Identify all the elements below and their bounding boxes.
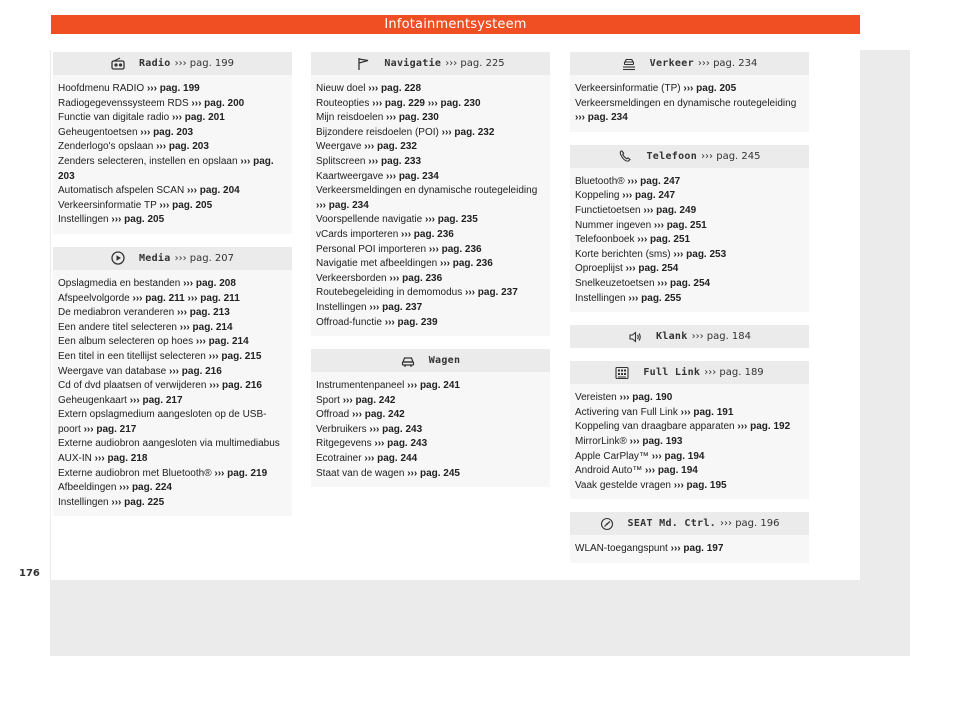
toc-entry-label: Oproeplijst <box>575 263 626 275</box>
toc-entry-label: Instellingen <box>575 292 629 304</box>
toc-entry <box>575 204 804 219</box>
toc-entry-page-link[interactable]: ››› pag. 201 <box>171 112 225 124</box>
section-full-link <box>570 361 809 499</box>
toc-entry-label: Navigatie met afbeeldingen <box>316 258 440 270</box>
section-header <box>53 52 292 75</box>
toc-entry-page-link[interactable]: ››› pag. 216 <box>169 365 222 377</box>
toc-entry <box>316 184 545 213</box>
toc-entry-label: Apple CarPlay™ <box>575 450 652 462</box>
toc-entry-page-link[interactable]: ››› pag. 243 <box>374 438 428 450</box>
toc-entry-label: Functie van digitale radio <box>58 112 172 124</box>
toc-entry-page-link[interactable]: ››› pag. 254 <box>625 263 679 275</box>
toc-entry-label: Zenderlogo's opslaan <box>58 141 157 153</box>
toc-entry <box>316 394 545 409</box>
toc-entry <box>58 394 287 409</box>
toc-entry-label: Ritgegevens <box>316 438 375 450</box>
toc-entry-page-link[interactable]: ››› pag. 253 <box>673 248 727 260</box>
settings-icon <box>600 517 614 531</box>
toc-entry <box>575 277 804 292</box>
toc-entry-page-link[interactable]: ››› pag. 236 <box>439 258 493 270</box>
section-header <box>570 145 809 168</box>
section-body <box>311 75 550 336</box>
toc-entry-page-link[interactable]: ››› pag. 243 <box>369 423 423 435</box>
toc-entry-label: Nummer ingeven <box>575 219 654 231</box>
section-verkeer <box>570 52 809 132</box>
toc-entry-label: Korte berichten (sms) <box>575 248 674 260</box>
toc-entry-page-link[interactable]: ››› pag. 199 <box>146 83 200 94</box>
toc-entry-label: Staat van de wagen <box>316 467 408 479</box>
toc-entry <box>575 542 804 557</box>
toc-entry-page-link[interactable]: ››› pag. 205 <box>159 199 213 211</box>
toc-entry-page-link[interactable]: ››› pag. 251 <box>653 219 707 231</box>
toc-entry <box>316 272 545 287</box>
toc-entry <box>575 464 804 479</box>
full-link-icon <box>615 366 629 380</box>
toc-entry <box>316 126 545 141</box>
toc-entry <box>58 408 287 437</box>
toc-entry-page-link[interactable]: ››› pag. 190 <box>619 392 673 404</box>
toc-entry-page-link[interactable]: ››› pag. 214 <box>195 336 249 348</box>
section-body <box>570 535 809 563</box>
toc-entry-page-link[interactable]: ››› pag. 218 <box>94 453 148 465</box>
section-body <box>53 75 292 234</box>
toc-entry-page-link[interactable]: ››› pag. 219 <box>214 467 268 479</box>
section-title: Full Link <box>643 367 701 379</box>
toc-entry-label: Personal POI importeren <box>316 243 429 255</box>
toc-entry-page-link[interactable]: ››› pag. 197 <box>670 543 724 555</box>
toc-entry-page-link[interactable]: ››› pag. 194 <box>645 465 698 477</box>
toc-entry <box>316 286 545 301</box>
toc-entry <box>58 496 287 511</box>
section-header <box>53 247 292 270</box>
toc-entry-label: Koppeling van draagbare apparaten <box>575 421 738 433</box>
section-media <box>53 247 292 517</box>
toc-entry <box>575 248 804 263</box>
toc-entry-page-link[interactable]: ››› pag. 217 <box>83 423 137 435</box>
toc-entry-page-link[interactable]: ››› pag. 205 <box>683 83 737 94</box>
toc-entry-label: Verkeersmeldingen en dynamische routegeleiding <box>316 185 538 197</box>
toc-entry <box>575 189 804 204</box>
section-header <box>570 52 809 75</box>
toc-entry-label: Afspeelvolgorde <box>58 292 133 304</box>
toc-entry <box>316 467 545 482</box>
section-page-ref[interactable]: ››› pag. 184 <box>691 331 752 343</box>
toc-entry-label: Koppeling <box>575 190 623 202</box>
section-title: Verkeer <box>649 58 694 69</box>
toc-entry-label: Een titel in een titellijst selecteren <box>58 350 209 362</box>
section-title: Wagen <box>428 355 461 367</box>
car-icon <box>401 354 415 368</box>
toc-entry-label: Bluetooth® <box>575 175 628 187</box>
toc-entry-page-link[interactable]: ››› pag. 239 <box>384 316 438 328</box>
toc-entry-label: Weergave <box>316 141 365 153</box>
toc-entry-label: Routebegeleiding in demomodus <box>316 287 465 299</box>
toc-entry-page-link[interactable]: ››› pag. 191 <box>680 406 734 418</box>
toc-entry-page-link[interactable]: ››› pag. 203 <box>58 155 274 182</box>
toc-entry-page-link[interactable]: ››› pag. 237 <box>465 287 518 299</box>
toc-entry-page-link[interactable]: ››› pag. 254 <box>657 277 711 289</box>
toc-entry-label: Zenders selecteren, instellen en opslaan <box>58 155 241 167</box>
toc-entry-label: Snelkeuzetoetsen <box>575 277 658 289</box>
toc-entry <box>316 140 545 155</box>
section-header <box>570 325 809 348</box>
toc-entry-label: Verkeersinformatie TP <box>58 199 160 211</box>
toc-entry-label: Instellingen <box>58 496 112 508</box>
toc-entry-page-link[interactable]: ››› pag. 224 <box>119 482 172 494</box>
toc-entry-label: Activering van Full Link <box>575 406 681 418</box>
toc-entry <box>316 111 545 126</box>
toc-entry-page-link[interactable]: ››› pag. 236 <box>428 243 482 255</box>
toc-entry-page-link[interactable]: ››› pag. 193 <box>629 435 683 447</box>
toc-entry-label: Functietoetsen <box>575 204 644 216</box>
toc-entry-label: Ecotrainer <box>316 453 365 465</box>
toc-entry-page-link[interactable]: ››› pag. 242 <box>351 409 405 421</box>
toc-entry-label: Vaak gestelde vragen <box>575 479 674 491</box>
toc-entry-label: Verbruikers <box>316 423 370 435</box>
traffic-icon <box>622 57 636 71</box>
toc-entry-page-link[interactable]: ››› pag. 233 <box>368 155 422 167</box>
toc-entry-label: Kaartweergave <box>316 170 387 182</box>
toc-entry-page-link[interactable]: ››› pag. 213 <box>176 307 230 319</box>
toc-entry <box>575 406 804 421</box>
toc-entry-page-link[interactable]: ››› pag. 203 <box>156 141 209 153</box>
page-number: 176 <box>19 568 40 579</box>
section-page-ref[interactable]: ››› pag. 189 <box>704 367 764 379</box>
toc-entry-page-link[interactable]: ››› pag. 234 <box>316 199 369 211</box>
chapter-title: Infotainmentsysteem <box>51 15 860 34</box>
toc-entry-page-link[interactable]: ››› pag. 232 <box>364 141 417 153</box>
toc-entry <box>58 213 287 228</box>
toc-entry-label: Mijn reisdoelen <box>316 112 387 124</box>
toc-entry-label: Telefoonboek <box>575 234 638 246</box>
toc-entry <box>58 306 287 321</box>
toc-entry-page-link[interactable]: ››› pag. 237 <box>369 301 423 313</box>
section-wagen <box>311 349 550 487</box>
toc-entry <box>58 481 287 496</box>
toc-entry-page-link[interactable]: ››› pag. 241 <box>407 380 460 392</box>
toc-entry-label: Een album selecteren op hoes <box>58 336 196 348</box>
toc-entry <box>58 292 287 307</box>
toc-entry-page-link[interactable]: ››› pag. 228 <box>368 83 422 94</box>
toc-entry <box>316 437 545 452</box>
toc-entry-page-link[interactable]: ››› pag. 200 <box>191 97 245 109</box>
toc-entry-label: Instrumentenpaneel <box>316 380 408 392</box>
column-1 <box>53 52 292 529</box>
toc-entry-page-link[interactable]: ››› pag. 194 <box>651 450 705 462</box>
toc-entry-label: Splitscreen <box>316 155 369 167</box>
section-body <box>311 372 550 487</box>
toc-entry <box>316 155 545 170</box>
section-body <box>570 384 809 499</box>
toc-entry <box>58 97 287 112</box>
section-title: SEAT Md. Ctrl. <box>627 518 717 530</box>
toc-entry <box>58 437 287 466</box>
toc-entry-label: Bijzondere reisdoelen (POI) <box>316 126 442 138</box>
toc-entry-label: Automatisch afspelen SCAN <box>58 185 187 197</box>
section-page-ref[interactable]: ››› pag. 196 <box>720 518 780 530</box>
toc-entry <box>575 233 804 248</box>
toc-entry-page-link[interactable]: ››› pag. 230 <box>386 112 439 124</box>
radio-icon <box>111 57 125 71</box>
toc-entry <box>575 82 804 97</box>
toc-entry <box>58 126 287 141</box>
toc-entry <box>58 155 287 184</box>
toc-entry <box>58 467 287 482</box>
toc-entry <box>575 262 804 277</box>
section-title: Radio <box>138 58 171 69</box>
toc-entry <box>58 335 287 350</box>
toc-entry <box>575 450 804 465</box>
section-page-ref[interactable]: ››› pag. 234 <box>697 58 758 69</box>
toc-entry-page-link[interactable]: ››› pag. 208 <box>183 277 236 289</box>
section-title: Klank <box>655 331 688 343</box>
toc-entry <box>575 479 804 494</box>
toc-entry <box>316 213 545 228</box>
toc-entry <box>575 175 804 190</box>
toc-entry-page-link[interactable]: ››› pag. 251 <box>637 234 691 246</box>
section-header <box>570 512 809 535</box>
column-3 <box>570 52 809 576</box>
toc-entry <box>316 170 545 185</box>
toc-entry-label: Nieuw doel <box>316 83 369 94</box>
toc-entry-label: MirrorLink® <box>575 435 630 447</box>
toc-entry-page-link[interactable]: ››› pag. 229 ››› pag. 230 <box>372 97 481 109</box>
toc-entry-page-link[interactable]: ››› pag. 236 <box>389 272 443 284</box>
section-body <box>570 168 809 312</box>
toc-entry <box>575 391 804 406</box>
toc-entry <box>316 452 545 467</box>
toc-entry-page-link[interactable]: ››› pag. 205 <box>111 214 165 226</box>
toc-entry <box>316 257 545 272</box>
column-2 <box>311 52 550 500</box>
toc-entry <box>575 435 804 450</box>
toc-entry <box>575 219 804 234</box>
toc-entry-label: Externe audiobron met Bluetooth® <box>58 467 215 479</box>
toc-entry-label: Voorspellende navigatie <box>316 214 425 226</box>
toc-entry <box>316 423 545 438</box>
play-icon <box>111 251 125 265</box>
toc-entry-label: Routeopties <box>316 97 373 109</box>
section-navigatie <box>311 52 550 336</box>
toc-entry <box>316 97 545 112</box>
flag-icon <box>356 57 370 71</box>
toc-entry-page-link[interactable]: ››› pag. 242 <box>342 394 396 406</box>
toc-entry-page-link[interactable]: ››› pag. 195 <box>673 479 727 491</box>
section-page-ref[interactable]: ››› pag. 245 <box>701 150 761 162</box>
toc-entry <box>58 365 287 380</box>
section-radio <box>53 52 292 234</box>
section-body <box>570 75 809 132</box>
toc-entry-page-link[interactable]: ››› pag. 211 ››› pag. 211 <box>132 292 240 304</box>
section-header <box>570 361 809 384</box>
toc-entry-label: Instellingen <box>58 214 112 226</box>
toc-entry-page-link[interactable]: ››› pag. 216 <box>209 380 262 392</box>
section-title: Telefoon <box>646 150 698 162</box>
toc-entry-page-link[interactable]: ››› pag. 247 <box>622 190 676 202</box>
toc-entry <box>316 379 545 394</box>
toc-entry-label: Radiogegevenssysteem RDS <box>58 97 192 109</box>
toc-entry <box>316 243 545 258</box>
toc-entry-label: WLAN-toegangspunt <box>575 543 671 555</box>
section-page-ref[interactable]: ››› pag. 199 <box>174 58 235 69</box>
toc-entry <box>316 316 545 331</box>
toc-entry-label: Weergave van database <box>58 365 170 377</box>
toc-entry <box>58 111 287 126</box>
toc-entry-page-link[interactable]: ››› pag. 214 <box>179 321 233 333</box>
toc-entry-page-link[interactable]: ››› pag. 255 <box>628 292 682 304</box>
section-telefoon <box>570 145 809 312</box>
section-header <box>311 349 550 372</box>
section-header <box>311 52 550 75</box>
toc-entry <box>58 321 287 336</box>
toc-entry-label: Cd of dvd plaatsen of verwijderen <box>58 380 210 392</box>
toc-entry-label: Offroad <box>316 409 352 421</box>
toc-entry-page-link[interactable]: ››› pag. 247 <box>627 175 681 187</box>
section-title: Navigatie <box>384 58 442 69</box>
toc-entry-page-link[interactable]: ››› pag. 232 <box>441 126 495 138</box>
toc-entry-label: Extern opslagmedium aangesloten op de USB-poort <box>58 409 267 435</box>
toc-entry-label: vCards importeren <box>316 228 402 240</box>
toc-entry-label: Vereisten <box>575 392 620 404</box>
toc-entry-page-link[interactable]: ››› pag. 203 <box>140 126 194 138</box>
toc-entry-label: Geheugentoetsen <box>58 126 141 138</box>
section-klank <box>570 325 809 348</box>
toc-entry-label: Verkeersmeldingen en dynamische routegeleiding <box>575 97 797 109</box>
toc-entry-page-link[interactable]: ››› pag. 225 <box>111 496 165 508</box>
toc-entry-page-link[interactable]: ››› pag. 236 <box>401 228 454 240</box>
toc-entry-label: Android Auto™ <box>575 465 646 477</box>
toc-entry-label: Geheugenkaart <box>58 394 130 406</box>
toc-entry-page-link[interactable]: ››› pag. 249 <box>643 204 697 216</box>
section-page-ref[interactable]: ››› pag. 207 <box>174 252 235 264</box>
phone-icon <box>618 149 632 163</box>
toc-entry-page-link[interactable]: ››› pag. 204 <box>186 185 240 197</box>
toc-entry <box>58 277 287 292</box>
toc-entry-label: Verkeersborden <box>316 272 390 284</box>
toc-entry-label: De mediabron veranderen <box>58 307 177 319</box>
toc-entry-page-link[interactable]: ››› pag. 245 <box>407 467 460 479</box>
toc-entry-page-link[interactable]: ››› pag. 234 <box>386 170 439 182</box>
toc-entry <box>316 408 545 423</box>
toc-entry <box>316 228 545 243</box>
toc-entry-page-link[interactable]: ››› pag. 215 <box>208 350 262 362</box>
toc-entry-page-link[interactable]: ››› pag. 244 <box>364 453 418 465</box>
toc-entry-label: Verkeersinformatie (TP) <box>575 83 684 94</box>
section-title: Media <box>138 252 171 264</box>
toc-entry-label: Offroad-functie <box>316 316 385 328</box>
toc-entry-page-link[interactable]: ››› pag. 235 <box>424 214 478 226</box>
toc-entry-page-link[interactable]: ››› pag. 234 <box>575 112 628 124</box>
toc-entry <box>575 420 804 435</box>
toc-entry-page-link[interactable]: ››› pag. 192 <box>737 421 791 433</box>
toc-entry <box>58 350 287 365</box>
toc-entry-label: Afbeeldingen <box>58 482 120 494</box>
toc-entry-label: Externe audiobron aangesloten via multimediabus AUX-IN <box>58 438 280 465</box>
sound-icon <box>628 330 642 344</box>
section-seat-md-ctrl <box>570 512 809 563</box>
toc-entry-label: Instellingen <box>316 301 370 313</box>
toc-entry-label: Hoofdmenu RADIO <box>58 83 147 94</box>
section-body <box>53 270 292 517</box>
toc-entry-label: Sport <box>316 394 343 406</box>
toc-entry <box>316 82 545 97</box>
toc-entry <box>58 140 287 155</box>
toc-entry <box>58 379 287 394</box>
toc-entry <box>58 184 287 199</box>
toc-entry-page-link[interactable]: ››› pag. 217 <box>129 394 183 406</box>
toc-entry <box>316 301 545 316</box>
toc-entry <box>575 292 804 307</box>
toc-entry <box>58 199 287 214</box>
toc-entry-label: Opslagmedia en bestanden <box>58 277 184 289</box>
toc-entry <box>575 97 804 126</box>
section-page-ref[interactable]: ››› pag. 225 <box>445 58 505 69</box>
toc-entry-label: Een andere titel selecteren <box>58 321 180 333</box>
toc-entry <box>58 82 287 97</box>
